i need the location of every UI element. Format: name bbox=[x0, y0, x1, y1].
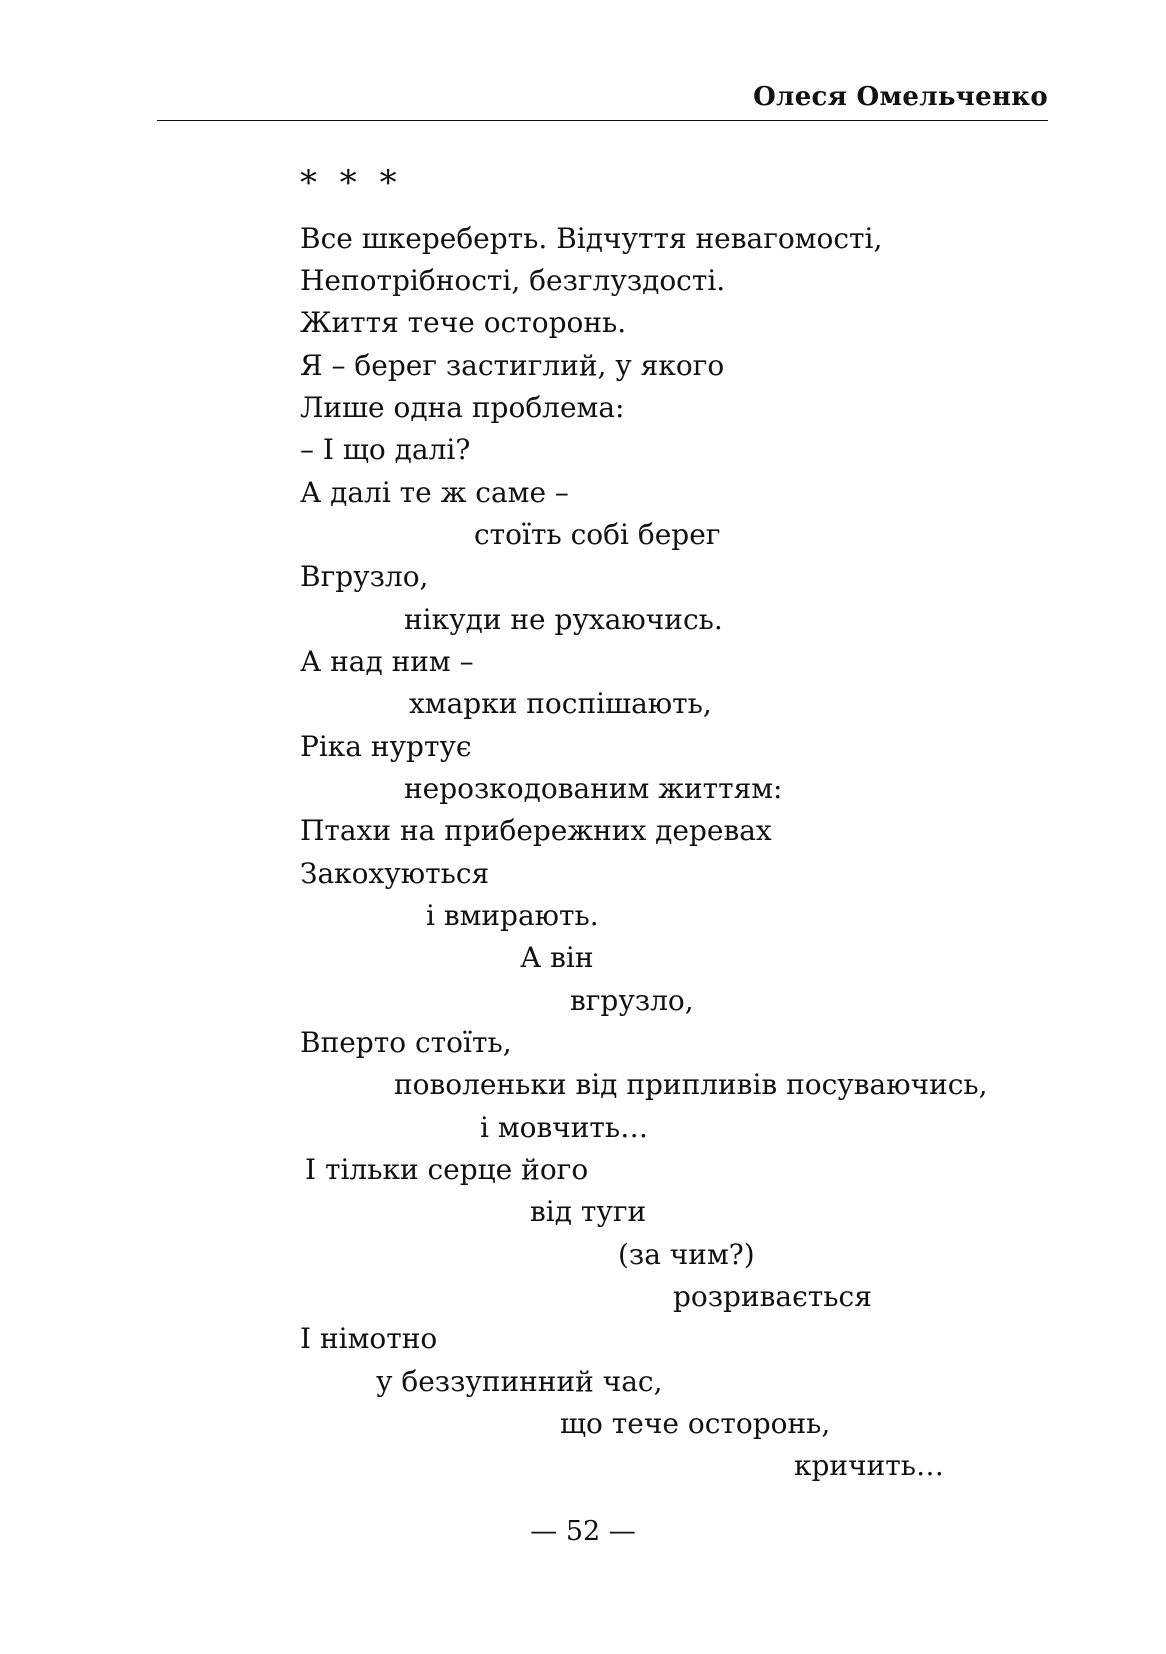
poem-separator: * * * bbox=[300, 163, 403, 203]
poem-line: А над ним – bbox=[300, 645, 474, 678]
poem-line: Лише одна проблема: bbox=[300, 391, 625, 424]
poem-line: хмарки поспішають, bbox=[409, 687, 712, 720]
poem-line: Вгрузло, bbox=[300, 560, 429, 593]
poem-line: і вмирають. bbox=[426, 899, 599, 932]
header-author: Олеся Омельченко bbox=[753, 82, 1048, 112]
poem-line: І тільки серце його bbox=[305, 1153, 589, 1186]
poem-line: Закохуються bbox=[300, 857, 490, 890]
poem-line: І німотно bbox=[300, 1322, 438, 1355]
poem-line: нерозкодованим життям: bbox=[404, 772, 783, 805]
poem-line: у беззупинний час, bbox=[376, 1365, 663, 1398]
poem-line: Вперто стоїть, bbox=[300, 1026, 512, 1059]
poem-line: А далі те ж саме – bbox=[300, 476, 569, 509]
poem-line: вгрузло, bbox=[570, 984, 694, 1017]
poem-line: розривається bbox=[673, 1280, 872, 1313]
poem-line: і мовчить… bbox=[480, 1111, 649, 1144]
poem-line: нікуди не рухаючись. bbox=[404, 603, 723, 636]
poem-line: Я – берег застиглий, у якого bbox=[300, 349, 725, 382]
poem-line: Все шкереберть. Відчуття невагомості, bbox=[300, 222, 883, 255]
poem-line: (за чим?) bbox=[618, 1238, 755, 1271]
poem-line: А він bbox=[520, 941, 594, 974]
poem-line: Непотрібності, безглуздості. bbox=[300, 264, 726, 297]
poem-line: кричить… bbox=[794, 1449, 944, 1482]
poem-line: Ріка нуртує bbox=[300, 730, 472, 763]
poem-line: від туги bbox=[530, 1195, 647, 1228]
poem-line: що тече осторонь, bbox=[560, 1407, 831, 1440]
poem-line: – І що далі? bbox=[300, 433, 471, 466]
poem-line: поволеньки від припливів посуваючись, bbox=[394, 1068, 988, 1101]
poem-line: стоїть собі берег bbox=[474, 518, 721, 551]
page-number: — 52 — bbox=[530, 1516, 636, 1547]
poem-line: Птахи на прибережних деревах bbox=[300, 814, 772, 847]
poem-line: Життя тече осторонь. bbox=[300, 306, 627, 339]
